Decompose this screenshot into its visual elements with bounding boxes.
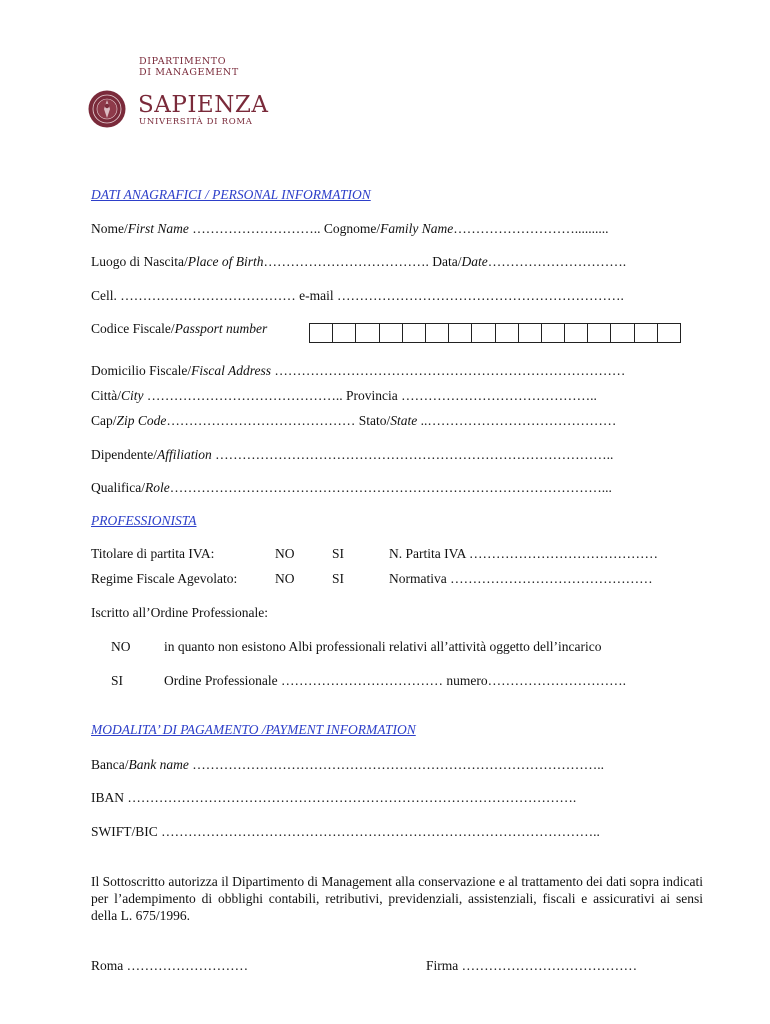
logo-wordmark: SAPIENZA bbox=[138, 92, 269, 118]
field-zip-state-row[interactable]: Cap/Zip Code…………………………………… Stato/State ..…………………………………… bbox=[91, 413, 617, 428]
register-no-text: in quanto non esistono Albi professionali relativi all’attività oggetto dell’incarico bbox=[164, 639, 602, 654]
tax-regime-label: Regime Fiscale Agevolato: bbox=[91, 571, 238, 586]
register-details-field[interactable]: Ordine Professionale ……………………………… numero…………………………. bbox=[164, 673, 626, 688]
sapienza-seal-icon bbox=[88, 90, 126, 128]
field-birth-row[interactable]: Luogo di Nascita/Place of Birth………………………………. Data/Date…………………………. bbox=[91, 254, 627, 269]
section-title-professionista: PROFESSIONISTA bbox=[91, 513, 197, 528]
register-no-option[interactable]: NO bbox=[111, 639, 131, 654]
logo-subtitle: UNIVERSITÀ DI ROMA bbox=[139, 117, 253, 127]
regulation-field[interactable]: Normativa ……………………………………… bbox=[389, 571, 653, 586]
section-title-personal: DATI ANAGRAFICI / PERSONAL INFORMATION bbox=[91, 187, 371, 202]
field-tax-code-label: Codice Fiscale/Passport number bbox=[91, 321, 268, 336]
department-line-2: DI MANAGEMENT bbox=[139, 67, 239, 78]
professional-register-label: Iscritto all’Ordine Professionale: bbox=[91, 605, 268, 620]
field-iban-row[interactable]: IBAN ………………………………………………………………………………………. bbox=[91, 790, 577, 805]
department-name bbox=[139, 56, 239, 78]
field-contact-row[interactable]: Cell. ………………………………… e-mail ………………………………………………………. bbox=[91, 288, 624, 303]
vat-holder-no-option[interactable]: NO bbox=[275, 546, 295, 561]
tax-regime-no-option[interactable]: NO bbox=[275, 571, 295, 586]
field-swift-row[interactable]: SWIFT/BIC …………………………………………………………………………………….. bbox=[91, 824, 600, 839]
field-bank-row[interactable]: Banca/Bank name ……………………………………………………………………………….. bbox=[91, 757, 604, 772]
register-si-option[interactable]: SI bbox=[111, 673, 124, 688]
vat-holder-si-option[interactable]: SI bbox=[332, 546, 345, 561]
field-affiliation-row[interactable]: Dipendente/Affiliation …………………………………………………………………………….. bbox=[91, 447, 614, 462]
tax-regime-si-option[interactable]: SI bbox=[332, 571, 345, 586]
section-title-payment: MODALITA’ DI PAGAMENTO /PAYMENT INFORMATION bbox=[91, 722, 416, 737]
consent-paragraph: Il Sottoscritto autorizza il Dipartimento di Management alla conservazione e al trattamento dei dati sopra indicati per l’adempimento di obblighi contabili, retributivi, previdenziali, assistenziali, fiscali e assicurativi ai sensi della L. 675/1996. bbox=[91, 874, 703, 923]
vat-holder-label: Titolare di partita IVA: bbox=[91, 546, 215, 561]
signature-field[interactable]: Firma ………………………………… bbox=[426, 958, 638, 973]
department-line-1: DIPARTIMENTO bbox=[139, 56, 227, 67]
place-date-field[interactable]: Roma ……………………… bbox=[91, 958, 249, 973]
vat-number-field[interactable]: N. Partita IVA …………………………………… bbox=[389, 546, 658, 561]
field-fiscal-address-row[interactable]: Domicilio Fiscale/Fiscal Address …………………………………………………………………… bbox=[91, 363, 626, 378]
field-role-row[interactable]: Qualifica/Role……………………………………………………………………………………... bbox=[91, 480, 612, 495]
field-city-row[interactable]: Città/City …………………………………….. Provincia …………………………………….. bbox=[91, 388, 597, 403]
tax-code-boxes[interactable] bbox=[309, 323, 681, 343]
field-name-row[interactable]: Nome/First Name ……………………….. Cognome/Family Name……………………….......... bbox=[91, 221, 609, 236]
